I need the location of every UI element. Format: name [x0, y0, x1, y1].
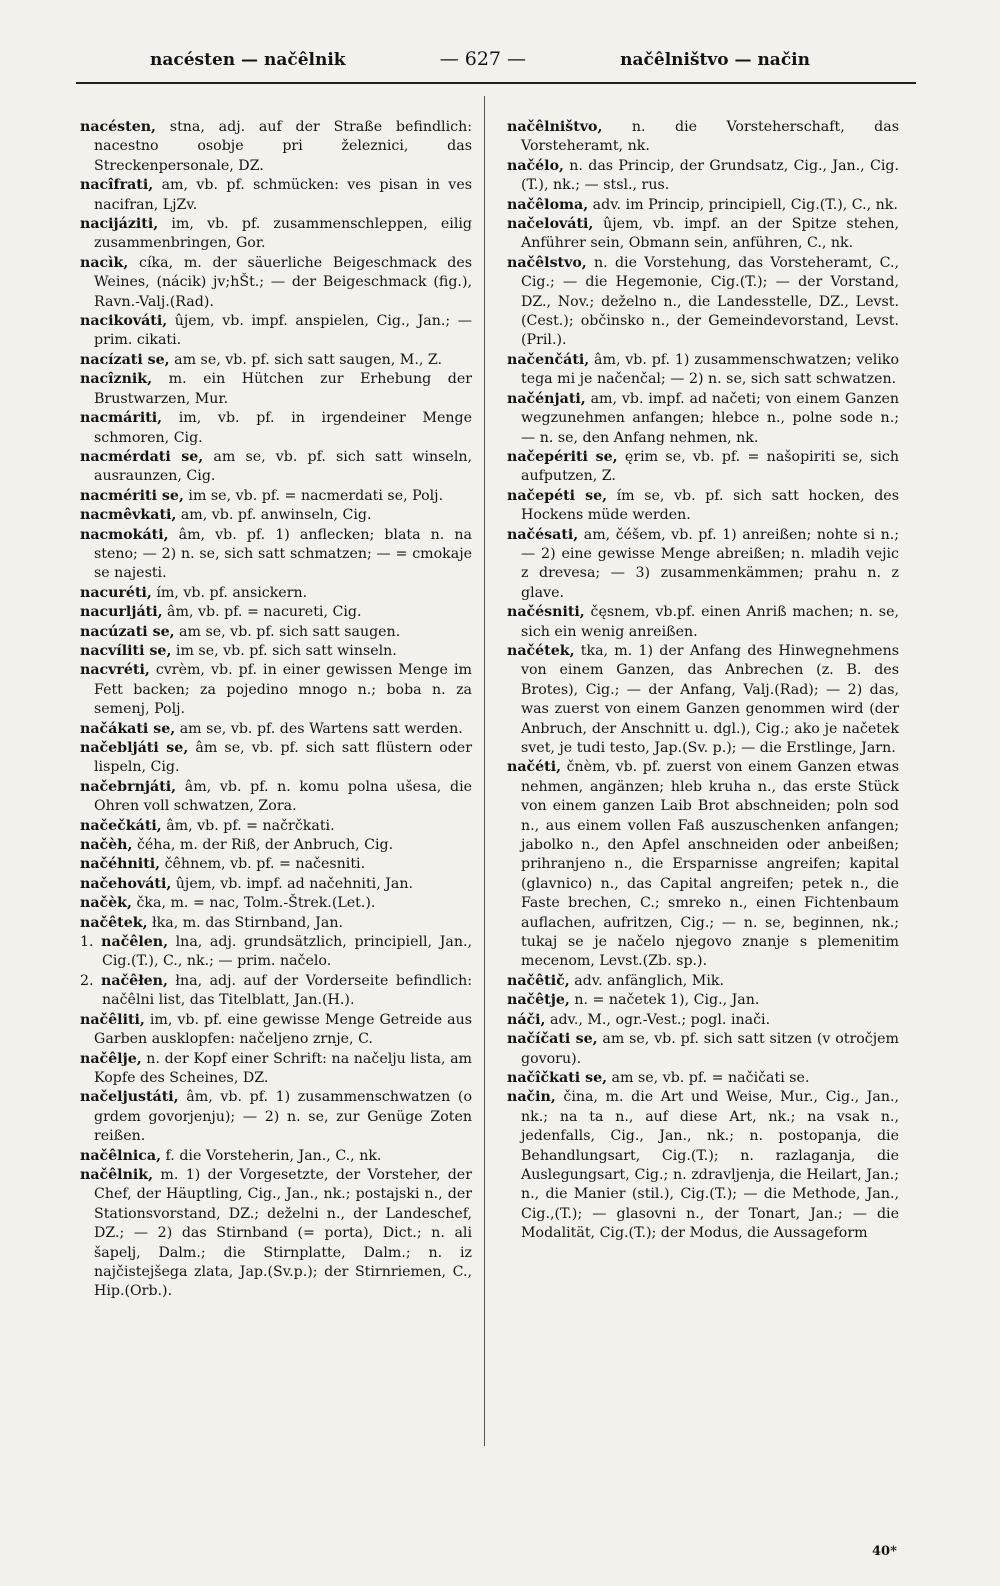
- dictionary-entry: [80, 836, 472, 855]
- dictionary-entry: [80, 370, 472, 409]
- dictionary-entry: [507, 1030, 899, 1069]
- entry-headword: načebrnjáti,: [80, 778, 177, 795]
- entry-headword: načêlen,: [101, 934, 169, 951]
- entry-headword: načepéti se,: [507, 487, 608, 504]
- entry-headword: načéhniti,: [80, 856, 161, 873]
- entry-definition: čina, m. die Art und Weise, Mur., Cig., Jan., nk.; na ta n., auf diese Art, nk.; na vsak n., jedenfalls, Cig., Jan., nk.; n. postopanja, die Behandlungsart, Cig.(T.); n. razlaganja, die Auslegungsart, Cig.; n. zdravljenja, die Heilart, Jan.; n., die Manier (stil.), Cig.(T.); — die Methode, Jan., Cig.,(T.); — glasovni n., der Tonart, Jan.; — die Modalität, Cig.(T.); der Modus, die Aussageform: [521, 1089, 899, 1242]
- entry-definition: am se, vb. pf. des Wartens satt werden.: [175, 720, 463, 737]
- dictionary-entry: [507, 351, 899, 390]
- entry-definition: im, vb. pf. zusammenschleppen, eilig zusammenbringen, Gor.: [94, 216, 472, 252]
- dictionary-entry: [80, 351, 472, 370]
- right-column: [507, 118, 899, 1244]
- entry-headword: načêlnica,: [80, 1147, 162, 1164]
- entry-headword: načákati se,: [80, 720, 176, 737]
- entry-headword: nacmériti se,: [80, 487, 184, 504]
- dictionary-entry: [80, 661, 472, 719]
- entry-headword: načepériti se,: [507, 448, 618, 465]
- entry-headword: načêloma,: [507, 196, 589, 213]
- entry-definition: âm, vb. pf. = načrčkati.: [161, 817, 335, 834]
- dictionary-entry: [507, 254, 899, 351]
- entry-definition: čęsnem, vb.pf. einen Anriß machen; n. se, sich ein wenig anreißen.: [521, 604, 899, 640]
- dictionary-entry: [80, 875, 472, 894]
- entry-headword: načêlnik,: [80, 1166, 154, 1183]
- dictionary-entry: [507, 1011, 899, 1030]
- entry-definition: f. die Vorsteherin, Jan., C., nk.: [161, 1147, 382, 1164]
- dictionary-entry: [507, 390, 899, 448]
- entry-headword: nacikováti,: [80, 313, 168, 330]
- entry-definition: am, vb. impf. ad načeti; von einem Ganzen wegzunehmen anfangen; hlebce n., polne sode n.; — n. se, den Anfang nehmen, nk.: [521, 390, 899, 446]
- entry-headword: načénjati,: [507, 390, 586, 407]
- dictionary-entry: [507, 972, 899, 991]
- entry-headword: nacmêvkati,: [80, 507, 177, 524]
- dictionary-entry: [507, 118, 899, 157]
- dictionary-entry: [80, 1147, 472, 1166]
- entry-headword: načêłen,: [101, 972, 168, 989]
- entry-definition: am se, vb. pf. sich satt winseln, ausraunzen, Cig.: [94, 448, 473, 485]
- entry-definition: adv., M., ogr.-Vest.; pogl. inači.: [545, 1011, 771, 1028]
- entry-definition: n. = načetek 1), Cig., Jan.: [569, 992, 760, 1009]
- dictionary-entry: [80, 642, 472, 661]
- entry-number: 1.: [80, 934, 102, 951]
- entry-headword: načélo,: [507, 157, 564, 174]
- dictionary-entry: [80, 254, 472, 312]
- entry-headword: nacijáziti,: [80, 216, 159, 233]
- dictionary-entry: [80, 739, 472, 778]
- header-right: načêlništvo — način: [620, 50, 810, 70]
- dictionary-entry: [80, 778, 472, 817]
- entry-headword: načèk,: [80, 895, 132, 912]
- entry-headword: nacìk,: [80, 254, 129, 271]
- entry-number: 2.: [80, 972, 102, 989]
- entry-headword: nacmérdati se,: [80, 448, 204, 465]
- dictionary-entry: [507, 603, 899, 642]
- dictionary-entry: [80, 817, 472, 836]
- entry-definition: n. der Kopf einer Schrift: na načelju lista, am Kopfe des Scheines, DZ.: [94, 1050, 472, 1086]
- entry-definition: im, vb. pf. in irgendeiner Menge schmoren, Cig.: [94, 410, 472, 446]
- dictionary-entry: [507, 1069, 899, 1088]
- dictionary-entry: [80, 1011, 472, 1050]
- dictionary-entry: [80, 972, 472, 1011]
- entry-definition: ûjem, vb. impf. anspielen, Cig., Jan.; — prim. cikati.: [94, 313, 472, 349]
- entry-headword: načečkáti,: [80, 817, 162, 834]
- entry-headword: načelováti,: [507, 216, 594, 233]
- entry-definition: im, vb. pf. eine gewisse Menge Getreide aus Garben ausklopfen: načeljeno zrnje, C.: [94, 1011, 472, 1048]
- entry-headword: načèh,: [80, 837, 133, 854]
- entry-definition: âm se, vb. pf. sich satt flüstern oder lispeln, Cig.: [94, 740, 472, 776]
- entry-definition: am se, vb. pf. = načičati se.: [607, 1069, 810, 1086]
- page-number: — 627 —: [439, 48, 527, 70]
- left-column: [80, 118, 472, 1302]
- entry-definition: am se, vb. pf. sich satt saugen, M., Z.: [169, 351, 442, 368]
- entry-headword: načehováti,: [80, 875, 172, 892]
- entry-definition: čnèm, vb. pf. zuerst von einem Ganzen etwas nehmen, angänzen; hleb kruha n., das erste Stück von einem ganzen Laib Brot abschneiden; poln sod n., aus einem vollen Faß auszuschenken anfangen; jabolko n., den Apfel anschneiden oder anbeißen; prihranjeno n., die Ersparnisse angreifen; kapital (glavnico) n., das Capital angreifen; petek n., die Faste brechen, C.; smreko n., einen Fichtenbaum auflachen, aufritzen, Cig.; — n. se, beginnen, nk.; tukaj se je načelo njegovo znanje s plemenitim mecenom, Levst.(Zb. sp.).: [521, 759, 899, 970]
- dictionary-entry: [80, 933, 472, 972]
- dictionary-entry: [507, 196, 899, 215]
- dictionary-entry: [507, 448, 899, 487]
- signature-mark: 40*: [872, 1544, 897, 1559]
- entry-headword: načîčkati se,: [507, 1069, 608, 1086]
- dictionary-entry: [507, 1088, 899, 1243]
- entry-definition: lna, adj. grundsätzlich, principiell, Jan., Cig.(T.), C., nk.; — prim. načelo.: [102, 934, 472, 970]
- entry-definition: łka, m. das Stirnband, Jan.: [147, 914, 343, 931]
- entry-headword: načebljáti se,: [80, 740, 189, 756]
- entry-definition: łna, adj. auf der Vorderseite befindlich: načêlni list, das Titelblatt, Jan.(H.).: [102, 972, 472, 1009]
- entry-headword: nacízati se,: [80, 351, 170, 368]
- entry-headword: način,: [507, 1089, 556, 1106]
- entry-definition: ím se, vb. pf. sich satt hocken, des Hockens müde werden.: [521, 487, 899, 524]
- dictionary-entry: [507, 758, 899, 971]
- entry-definition: ęrim se, vb. pf. = našopiriti se, sich aufputzen, Z.: [521, 448, 899, 485]
- entry-definition: im se, vb. pf. = nacmerdati se, Polj.: [183, 487, 444, 504]
- entry-headword: načétek,: [507, 642, 575, 659]
- entry-definition: am, vb. pf. anwinseln, Cig.: [176, 507, 372, 524]
- dictionary-entry: [80, 118, 472, 176]
- entry-definition: adv. anfänglich, Mik.: [569, 972, 724, 989]
- entry-headword: náči,: [507, 1011, 546, 1028]
- dictionary-entry: [80, 720, 472, 739]
- entry-definition: m. ein Hütchen zur Erhebung der Brustwarzen, Mur.: [94, 371, 472, 407]
- entry-definition: am, čéšem, vb. pf. 1) anreißen; nohte si n.; — 2) eine gewisse Menge abreißen; n. mladih vejic z drevesa; — 3) zusammenkämmen; prahu n. z glave.: [521, 526, 899, 601]
- entry-headword: nacmáriti,: [80, 410, 163, 427]
- dictionary-entry: [80, 487, 472, 506]
- dictionary-entry: [80, 176, 472, 215]
- entry-headword: nacmokáti,: [80, 526, 169, 543]
- column-divider: [484, 96, 485, 1446]
- entry-headword: načéti,: [507, 759, 562, 776]
- dictionary-entry: [80, 448, 472, 487]
- dictionary-entry: [80, 855, 472, 874]
- header-left: nacésten — načêlnik: [150, 50, 346, 70]
- entry-definition: čka, m. = nac, Tolm.-Štrek.(Let.).: [131, 895, 376, 912]
- dictionary-entry: [507, 157, 899, 196]
- entry-headword: nacvíliti se,: [80, 642, 172, 659]
- entry-definition: am se, vb. pf. sich satt sitzen (v otročjem govoru).: [521, 1031, 899, 1067]
- dictionary-entry: [80, 623, 472, 642]
- header-rule: [76, 82, 916, 84]
- entry-headword: nacurljáti,: [80, 604, 163, 621]
- entry-definition: čêhnem, vb. pf. = načesniti.: [160, 856, 366, 873]
- dictionary-entry: [80, 584, 472, 603]
- dictionary-entry: [507, 526, 899, 604]
- entry-definition: ûjem, vb. impf. ad načehniti, Jan.: [171, 875, 414, 892]
- entry-definition: âm, vb. pf. n. komu polna ušesa, die Ohren voll schwatzen, Zora.: [94, 778, 472, 815]
- entry-headword: načésniti,: [507, 604, 585, 621]
- dictionary-entry: [80, 506, 472, 525]
- entry-definition: im se, vb. pf. sich satt winseln.: [171, 642, 397, 659]
- dictionary-entry: [80, 215, 472, 254]
- entry-headword: načêtek,: [80, 914, 148, 931]
- entry-definition: cvrèm, vb. pf. in einer gewissen Menge im Fett backen; za pojedino mnogo n.; boba n. za semenj, Polj.: [94, 662, 472, 718]
- entry-definition: ûjem, vb. impf. an der Spitze stehen, Anführer sein, Obmann sein, anführen, C., nk.: [521, 216, 899, 252]
- entry-definition: n. die Vorsteherschaft, das Vorsteheramt, nk.: [521, 119, 899, 155]
- entry-headword: načêliti,: [80, 1011, 145, 1028]
- entry-definition: adv. im Princip, principiell, Cig.(T.), C., nk.: [588, 196, 898, 213]
- entry-definition: n. die Vorstehung, das Vorsteheramt, C., Cig.; — die Hegemonie, Cig.(T.); — der Vorstand, DZ., Nov.; deželno n., die Landesstelle, DZ., Levst.(Cest.); občinsko n., der Gemeindevorstand, Levst.(Pril.).: [521, 254, 899, 349]
- entry-headword: nacvréti,: [80, 662, 150, 679]
- entry-definition: tka, m. 1) der Anfang des Hinwegnehmens von einem Ganzen, das Anbrechen (z. B. des Brotes), Cig.; — der Anfang, Valj.(Rad); — 2) das, was zuerst von einem Ganzen genommen wird (der Anbruch, der Anschnitt u. dgl.), Cig.; ako je načetek svet, je tudi testo, Jap.(Sv. p.); — die Erstlinge, Jarn.: [521, 642, 899, 756]
- dictionary-entry: [80, 1166, 472, 1302]
- entry-definition: čéha, m. der Riß, der Anbruch, Cig.: [132, 837, 394, 854]
- dictionary-entry: [507, 642, 899, 758]
- entry-headword: nacúzati se,: [80, 623, 175, 640]
- dictionary-entry: [80, 1088, 472, 1146]
- entry-definition: am, vb. pf. schmücken: ves pisan in ves nacifran, LjZv.: [94, 177, 472, 213]
- entry-definition: am se, vb. pf. sich satt saugen.: [174, 623, 401, 640]
- entry-headword: nacîfrati,: [80, 177, 154, 194]
- dictionary-entry: [80, 409, 472, 448]
- entry-definition: âm, vb. pf. 1) zusammenschwatzen; veliko tega mi je načenčal; — 2) n. se, sich satt schwatzen.: [521, 351, 899, 388]
- entry-headword: načeljustáti,: [80, 1089, 179, 1106]
- entry-headword: načíčati se,: [507, 1031, 598, 1048]
- running-header: [150, 48, 810, 78]
- entry-definition: n. das Princip, der Grundsatz, Cig., Jan., Cig.(T.), nk.; — stsl., rus.: [521, 157, 899, 194]
- entry-headword: nacésten,: [80, 119, 156, 135]
- entry-headword: načêlje,: [80, 1050, 142, 1067]
- entry-definition: cíka, m. der säuerliche Beigeschmack des Weines, (nácik) jv;hŠt.; — der Beigeschmack (fig.), Ravn.-Valj.(Rad).: [94, 254, 472, 310]
- entry-definition: ím, vb. pf. ansickern.: [151, 584, 308, 601]
- entry-headword: načenčáti,: [507, 351, 590, 368]
- entry-headword: načêlstvo,: [507, 254, 587, 271]
- dictionary-entry: [80, 1050, 472, 1089]
- entry-headword: nacuréti,: [80, 584, 152, 601]
- entry-definition: âm, vb. pf. 1) zusammenschwatzen (o grdem govorjenju); — 2) n. se, zur Genüge Zoten reißen.: [94, 1089, 472, 1145]
- entry-definition: stna, adj. auf der Straße befindlich: nacestno osobje pri železnici, das Streckenpersonale, DZ.: [94, 119, 472, 174]
- dictionary-entry: [507, 487, 899, 526]
- dictionary-entry: [80, 894, 472, 913]
- entry-headword: načésati,: [507, 526, 579, 543]
- entry-headword: načêlništvo,: [507, 119, 603, 135]
- dictionary-entry: [507, 215, 899, 254]
- dictionary-entry: [80, 603, 472, 622]
- entry-definition: m. 1) der Vorgesetzte, der Vorsteher, der Chef, der Häuptling, Cig., Jan., nk.; postajski n., der Stationsvorstand, DZ.; deželni n., der Landeschef, DZ.; — 2) das Stirnband (= porta), Dict.; n. ali šapelj, Dalm.; die Stirnplatte, Dalm.; n. iz najčistejšega zlata, Jap.(Sv.p.); der Stirnriemen, C., Hip.(Orb.).: [94, 1166, 472, 1300]
- dictionary-entry: [80, 526, 472, 584]
- entry-headword: načêtje,: [507, 992, 570, 1009]
- entry-headword: načêtič,: [507, 972, 570, 989]
- dictionary-entry: [80, 312, 472, 351]
- entry-definition: âm, vb. pf. = nacureti, Cig.: [162, 604, 362, 621]
- entry-definition: âm, vb. pf. 1) anflecken; blata n. na steno; — 2) n. se, sich satt schmatzen; — = cmokaje se najesti.: [94, 526, 472, 582]
- entry-headword: nacîznik,: [80, 371, 153, 388]
- dictionary-entry: [80, 914, 472, 933]
- dictionary-entry: [507, 991, 899, 1010]
